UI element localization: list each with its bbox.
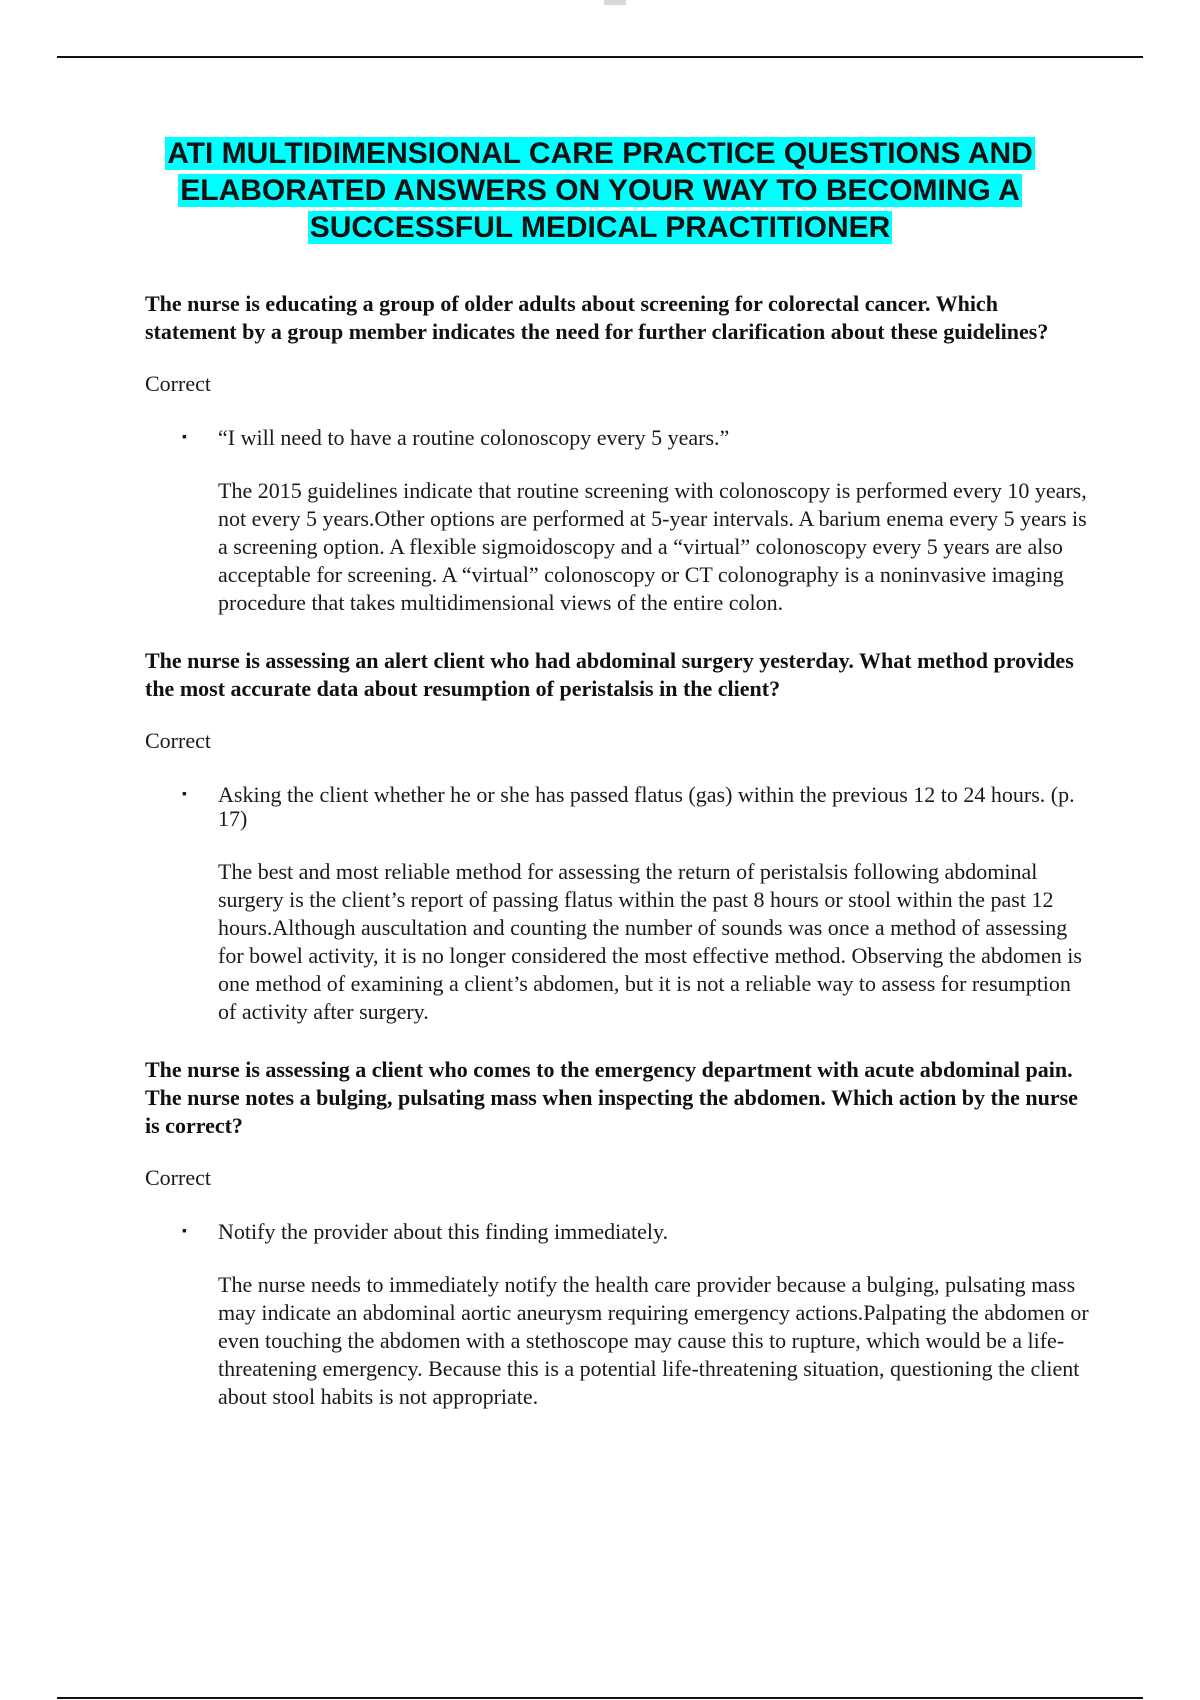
question-text: The nurse is assessing a client who comes to the emergency department with acute abdominal pain. The nurse notes a bulging, pulsating mass when inspecting the abdomen. Which action by the nurse is correct? xyxy=(145,1057,1078,1138)
question-block-2 xyxy=(145,647,1090,1026)
question-block-3 xyxy=(145,1056,1090,1411)
bullet-icon: ▪ xyxy=(182,1224,187,1239)
answer-text: “I will need to have a routine colonoscopy every 5 years.” xyxy=(218,425,730,450)
question-text: The nurse is educating a group of older adults about screening for colorectal cancer. Which statement by a group member indicates the need for further clarification about these guidelines? xyxy=(145,291,1049,344)
page-top-marker xyxy=(604,0,626,5)
answer-status: Correct xyxy=(145,371,211,396)
answer-status: Correct xyxy=(145,1165,211,1190)
title-line-2: ELABORATED ANSWERS ON YOUR WAY TO BECOMING A xyxy=(180,174,1020,207)
question-block-1 xyxy=(145,290,1090,617)
footer-rule xyxy=(57,1697,1143,1699)
bullet-icon: ▪ xyxy=(182,787,187,802)
answer-item xyxy=(182,425,1090,450)
bullet-icon: ▪ xyxy=(182,430,187,445)
document-title xyxy=(100,135,1100,246)
answer-text: Notify the provider about this finding immediately. xyxy=(218,1219,669,1244)
answer-item xyxy=(182,782,1090,831)
question-list xyxy=(145,290,1090,1411)
answer-explanation: The 2015 guidelines indicate that routine screening with colonoscopy is performed every 10 years, not every 5 years.Other options are performed at 5-year intervals. A barium enema every 5 years is a screening option. A flexible sigmoidoscopy and a “virtual” colonoscopy every 5 years are also acceptable for screening. A “virtual” colonoscopy or CT colonography is a noninvasive imaging procedure that takes multidimensional views of the entire colon. xyxy=(218,478,1087,615)
answer-status: Correct xyxy=(145,728,211,753)
title-line-3: SUCCESSFUL MEDICAL PRACTITIONER xyxy=(309,211,891,244)
answer-text: Asking the client whether he or she has passed flatus (gas) within the previous 12 to 24 hours. (p. 17) xyxy=(218,782,1075,831)
title-line-1: ATI MULTIDIMENSIONAL CARE PRACTICE QUESTIONS AND xyxy=(167,137,1033,170)
answer-item xyxy=(182,1219,1090,1244)
answer-explanation: The best and most reliable method for assessing the return of peristalsis following abdominal surgery is the client’s report of passing flatus within the past 8 hours or stool within the past 12 hours.Although auscultation and counting the number of sounds was once a method of assessing for bowel activity, it is no longer considered the most effective method. Observing the abdomen is one method of examining a client’s abdomen, but it is not a reliable way to assess for resumption of activity after surgery. xyxy=(218,859,1082,1024)
question-text: The nurse is assessing an alert client who had abdominal surgery yesterday. What method provides the most accurate data about resumption of peristalsis in the client? xyxy=(145,648,1074,701)
header-rule xyxy=(57,56,1143,58)
answer-explanation: The nurse needs to immediately notify the health care provider because a bulging, pulsating mass may indicate an abdominal aortic aneurysm requiring emergency actions.Palpating the abdomen or even touching the abdomen with a stethoscope may cause this to rupture, which would be a life-threatening emergency. Because this is a potential life-threatening situation, questioning the client about stool habits is not appropriate. xyxy=(218,1272,1089,1409)
